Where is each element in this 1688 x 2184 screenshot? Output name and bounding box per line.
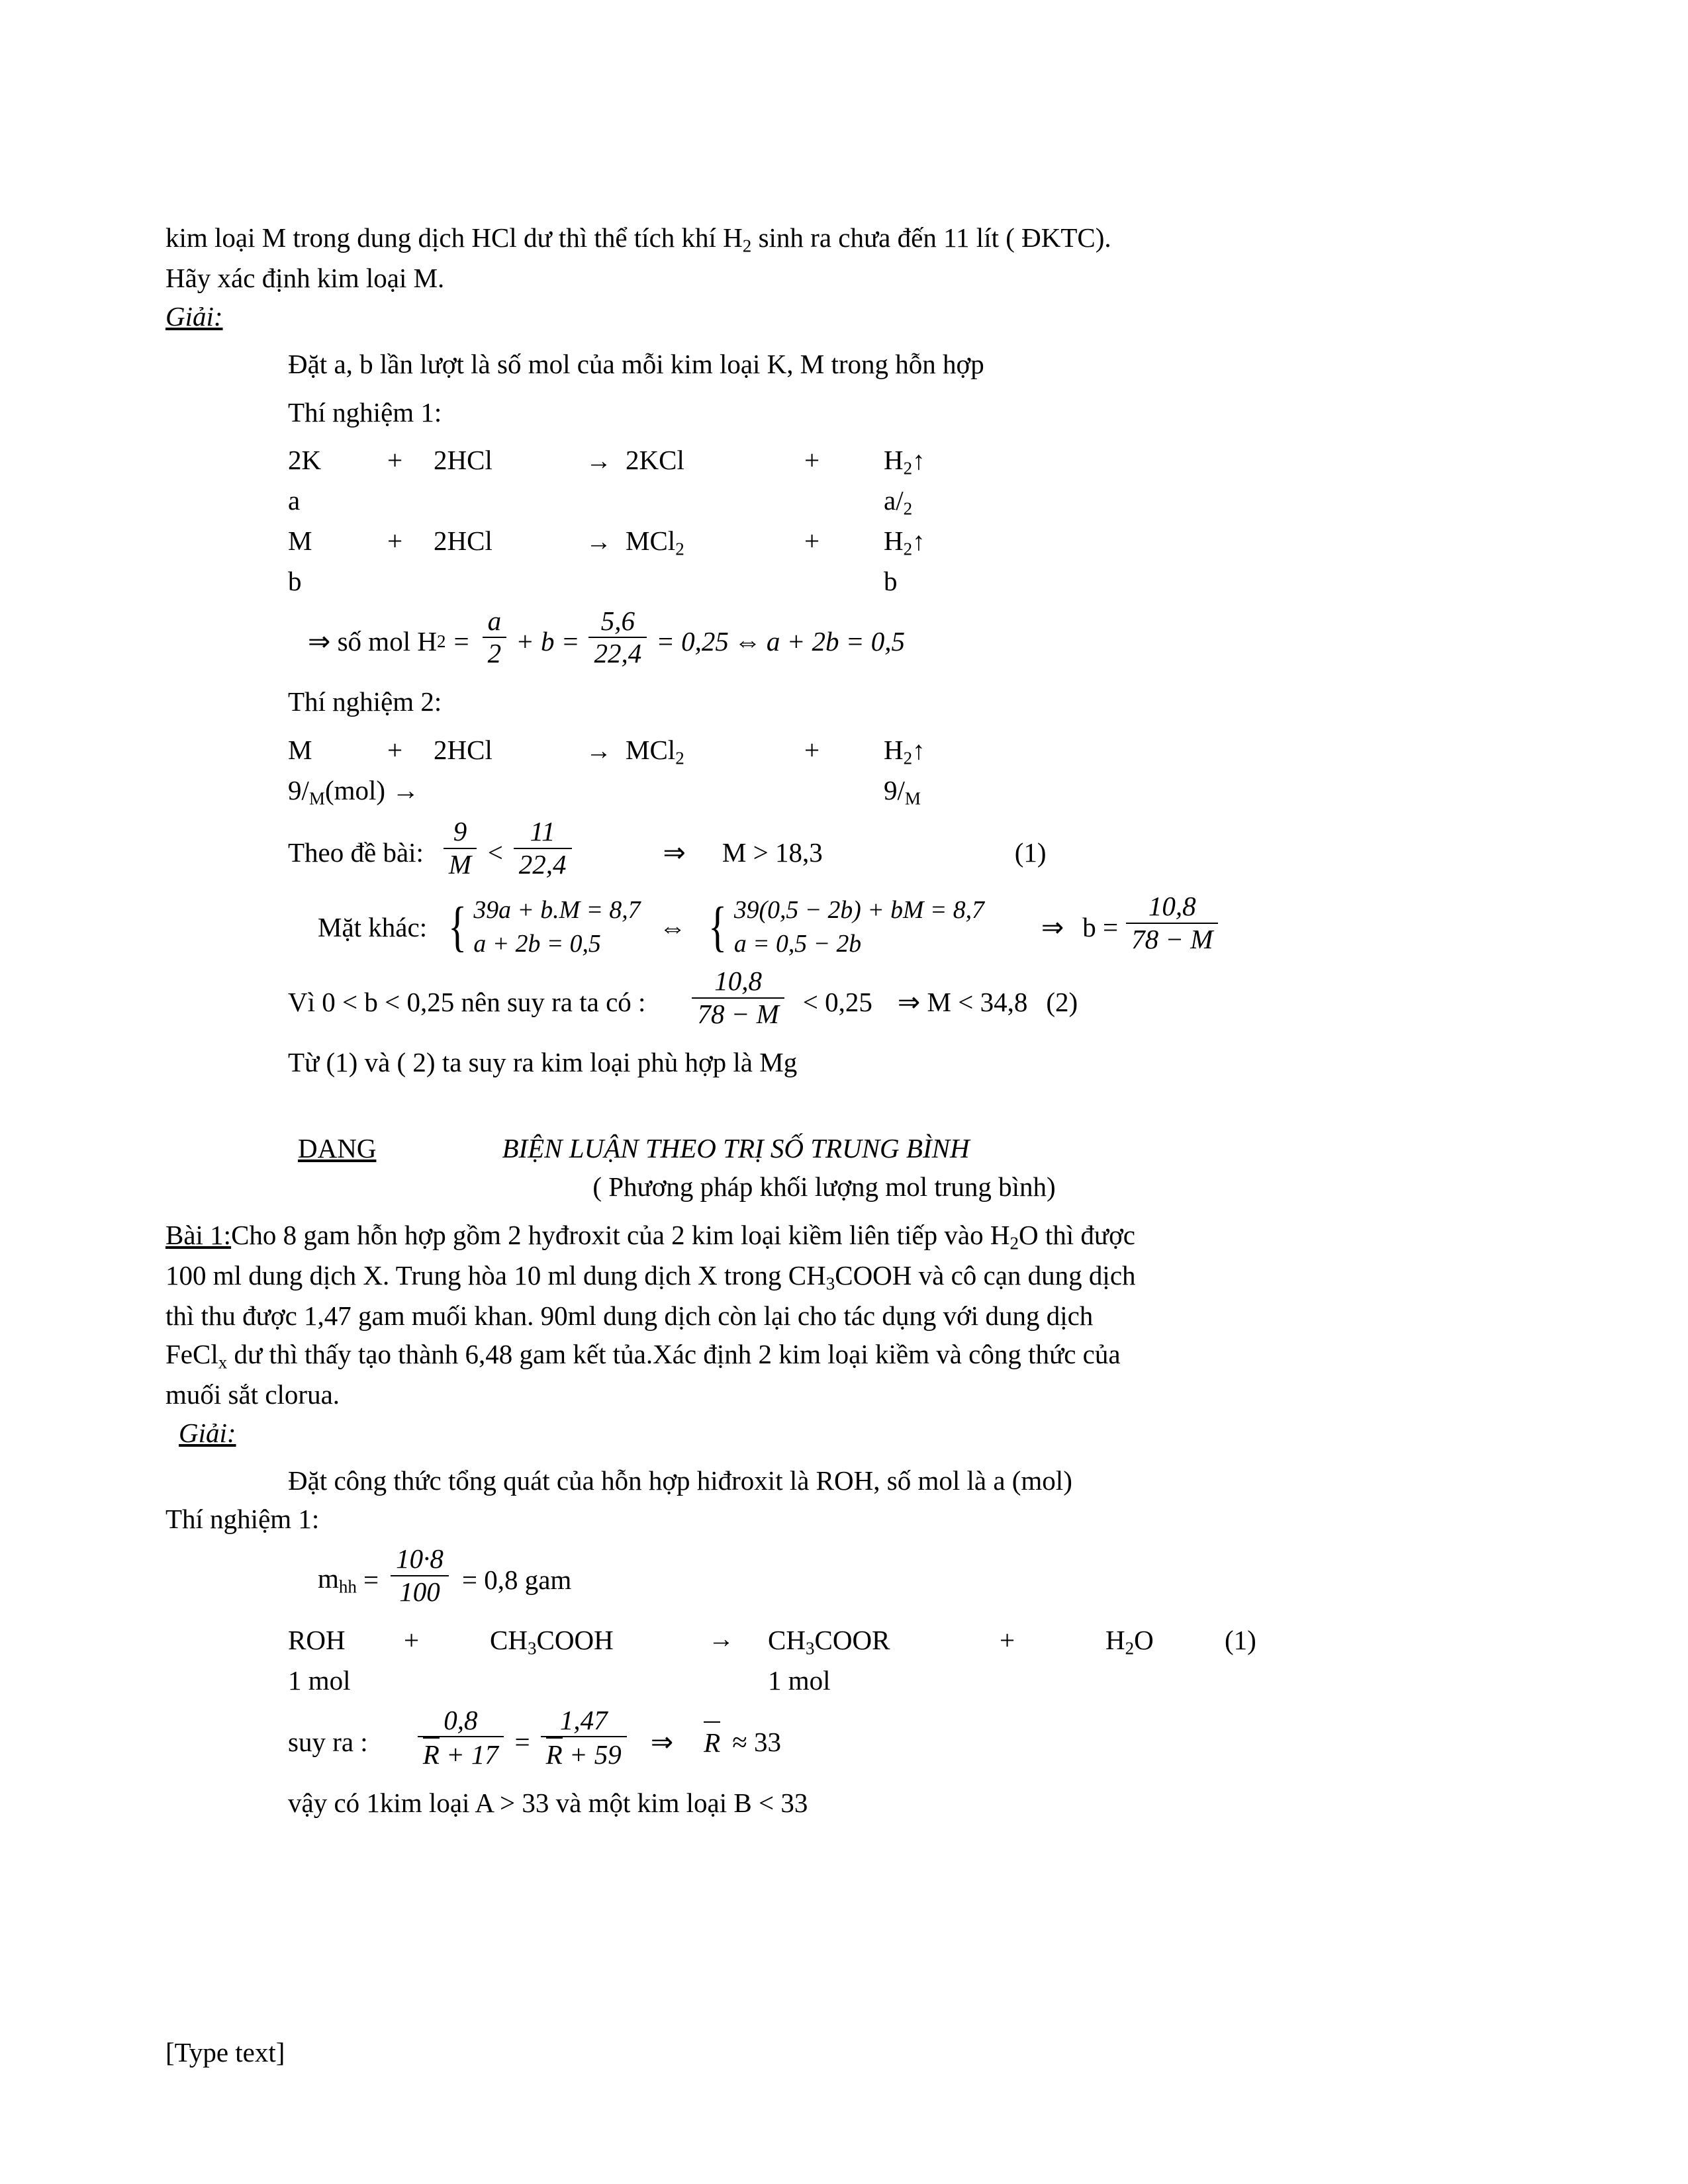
reaction-3-arrow: → <box>586 736 612 765</box>
equation-ref-1: (1) <box>1014 837 1047 868</box>
mhh-label: $m_{hh}$ <box>318 1563 357 1597</box>
reaction-3-reactant1: M <box>288 734 312 765</box>
less-than-symbol: < <box>486 837 504 868</box>
reaction-4 <box>288 1621 1523 1661</box>
mol-h2-equation: ⇒ số mol H 2 = $\frac{a}{2}$ + b = $\frac{5,6}{22,4}$ = 0,25 ⇔ a + 2b = 0,5 <box>308 605 905 669</box>
vi-line-conclusion: ⇒ M < 34,8 <box>897 986 1028 1017</box>
iff-symbol: ⇔ <box>659 911 686 942</box>
intro-line-2: Hãy xác định kim loại M. <box>165 262 445 293</box>
theo-de-bai-conclusion: M > 18,3 <box>722 837 823 868</box>
fraction-11-over-224: $\frac{11}{22,4}$ <box>514 816 572 880</box>
exp1-label: Thí nghiệm 1: <box>288 396 442 428</box>
fraction-147-over-R-plus-59: $\frac{1,47}{R + 59}$ <box>541 1705 627 1770</box>
fraction-10x8-over-100: $\frac{10\cdot 8}{100}$ <box>391 1543 449 1607</box>
reaction-3-reactant2: 2HCl <box>434 734 492 765</box>
system-equations-1 <box>444 893 640 961</box>
mhh-equals: = <box>363 1564 379 1595</box>
mol-h2-value: = 0,25 <box>656 626 729 657</box>
equation-ref-3: (1) <box>1225 1624 1256 1655</box>
intro-line-1 <box>165 218 1523 259</box>
suy-ra-equals: = <box>512 1726 532 1757</box>
reaction-2-amounts <box>288 562 1523 600</box>
mol-h2-prefix: ⇒ số mol H <box>308 626 437 657</box>
section-dang-label: DANG <box>298 1133 377 1164</box>
reaction-2-plus2: + <box>804 525 820 556</box>
problem1-line-4: FeCl$_x$ dư thì thấy tạo thành 6,48 gam kết tủa.Xác định 2 kim loại kiềm và công thức của <box>165 1338 1121 1373</box>
fraction-56-over-224: $\frac{5,6}{22,4}$ <box>588 606 647 669</box>
reaction-1-product2: $H_2↑$ <box>884 444 925 478</box>
reaction-2-reactant1: M <box>288 525 312 556</box>
fraction-a-over-2: $\frac{a}{2}$ <box>483 606 507 669</box>
implies-symbol: ⇒ <box>1041 911 1064 942</box>
section-subtitle: ( Phương pháp khối lượng mol trung bình) <box>592 1171 1056 1203</box>
reaction-3-product2: $H_2↑$ <box>884 734 925 768</box>
problem1-line-2: 100 ml dung dịch X. Trung hòa 10 ml dung dịch X trong $CH_3COOH$ và cô cạn dung dịch <box>165 1259 1136 1294</box>
reaction-2-amount-b: b <box>288 565 302 596</box>
giai-label-1: Giải: <box>165 301 223 332</box>
reaction-1-plus2: + <box>804 444 820 475</box>
mhh-result: = 0,8 gam <box>461 1564 572 1595</box>
suy-ra-line <box>288 1704 1523 1774</box>
exp2-label: Thí nghiệm 2: <box>288 686 442 717</box>
problem1-line-5: muối sắt clorua. <box>165 1379 340 1410</box>
mat-khac-line <box>318 893 1523 961</box>
vay-line: vậy có 1kim loại A > 33 và một kim loại B < 33 <box>288 1788 808 1819</box>
solution2-setup: Đặt công thức tổng quát của hỗn hợp hiđroxit là ROH, số mol là a (mol) <box>288 1465 1072 1496</box>
gas-up-arrow-icon: ↑ <box>912 446 925 475</box>
vi-line-prefix: Vì 0 < b < 0,25 nên suy ra ta có : <box>288 986 646 1017</box>
reaction-2-product2: $H_2↑$ <box>884 525 925 559</box>
reaction-4-product2: $H_2O$ <box>1105 1624 1154 1659</box>
document-body <box>165 218 1523 1823</box>
reaction-1-reactant2: 2HCl <box>434 444 492 475</box>
system1-row2: a + 2b = 0,5 <box>473 929 601 958</box>
reaction-2-amount-h2: b <box>884 565 898 596</box>
reaction-1-amount-h2: $a/_2$ <box>884 484 913 519</box>
implies-symbol: ⇒ <box>663 837 686 868</box>
equation-ref-2: (2) <box>1046 986 1078 1017</box>
iff-symbol: ⇔ <box>733 626 761 657</box>
reaction-4-plus1: + <box>404 1624 420 1655</box>
reaction-3-product1: MCl$_2$ <box>626 734 684 768</box>
system1-row1: 39a + b.M = 8,7 <box>473 895 641 924</box>
reaction-4-product1: $CH_3COOR$ <box>768 1624 890 1659</box>
tu-line: Từ (1) và ( 2) ta suy ra kim loại phù hợp là Mg <box>288 1046 798 1077</box>
reaction-2-plus1: + <box>387 525 403 556</box>
reaction-2-product1: MCl$_2$ <box>626 525 684 559</box>
reaction-4-amount-right: 1 mol <box>768 1664 831 1696</box>
problem1-label: Bài 1: <box>165 1219 232 1250</box>
implies-symbol: ⇒ <box>650 1726 674 1757</box>
mat-khac-label: Mặt khác: <box>318 911 428 942</box>
mhh-equation <box>318 1543 1523 1612</box>
brace-icon: { <box>708 896 727 958</box>
page-footer: [Type text] <box>165 2037 285 2068</box>
reaction-1-reactant1: 2K <box>288 444 322 475</box>
reaction-2-reactant2: 2HCl <box>434 525 492 556</box>
reaction-1-amounts <box>288 481 1523 522</box>
r-bar-result: R <box>704 1721 720 1762</box>
reaction-1-product1: 2KCl <box>626 444 684 475</box>
solution2-exp1-label: Thí nghiệm 1: <box>165 1504 320 1535</box>
reaction-1-plus1: + <box>387 444 403 475</box>
intro-line-1-sub: 2 <box>742 236 752 256</box>
section-heading <box>165 1129 1523 1167</box>
reaction-1-arrow: → <box>586 446 612 475</box>
reaction-1 <box>288 441 1523 481</box>
reaction-1-amount-a: a <box>288 484 301 516</box>
theo-de-bai-line <box>288 816 1523 884</box>
reaction-3-plus1: + <box>387 734 403 765</box>
giai-label-2: Giải: <box>179 1417 236 1448</box>
r-bar-1: R <box>423 1737 440 1770</box>
b-equals-label: b = <box>1082 911 1119 942</box>
gas-up-arrow-icon: ↑ <box>912 527 925 556</box>
mol-h2-result: a + 2b = 0,5 <box>766 626 905 657</box>
problem1-line-1: Bài 1:Cho 8 gam hỗn hợp gồm 2 hyđroxit của 2 kim loại kiềm liên tiếp vào $H_2O$ thì được <box>165 1219 1135 1253</box>
intro-line-1-tail: sinh ra chưa đến 11 lít ( ĐKTC). <box>751 222 1111 253</box>
reaction-4-reactant2: $CH_3COOH$ <box>490 1624 614 1659</box>
r-bar-value: ≈ 33 <box>732 1726 781 1757</box>
reaction-3 <box>288 731 1523 771</box>
reaction-4-amounts <box>288 1661 1523 1700</box>
reaction-2 <box>288 522 1523 562</box>
vi-line-inequality: < 0,25 <box>802 986 872 1017</box>
reaction-4-amount-left: 1 mol <box>288 1664 351 1696</box>
system-equations-2 <box>704 893 984 961</box>
mol-h2-plus-b: + b = <box>516 626 580 657</box>
fraction-108-over-78-minus-M: $\frac{10,8}{78 - M}$ <box>1126 891 1218 954</box>
reaction-3-amounts <box>288 771 1523 811</box>
reaction-4-reactant1: ROH <box>288 1624 346 1655</box>
system2-row2: a = 0,5 − 2b <box>733 929 862 958</box>
system2-row1: 39(0,5 − 2b) + bM = 8,7 <box>733 895 984 924</box>
solution1-setup: Đặt a, b lần lượt là số mol của mỗi kim loại K, M trong hỗn hợp <box>288 349 984 380</box>
reaction-3-plus2: + <box>804 734 820 765</box>
reaction-2-arrow: → <box>586 527 612 556</box>
vi-line <box>288 966 1523 1034</box>
intro-line-1-text: kim loại M trong dung dịch HCl dư thì thể tích khí H <box>165 222 743 253</box>
reaction-3-amount-right: $9/_M$ <box>884 774 921 809</box>
r-bar-2: R <box>546 1737 563 1770</box>
reaction-4-plus2: + <box>1000 1624 1015 1655</box>
suy-ra-label: suy ra : <box>288 1726 368 1757</box>
problem1-line-3: thì thu được 1,47 gam muối khan. 90ml dung dịch còn lại cho tác dụng với dung dịch <box>165 1300 1094 1331</box>
brace-icon: { <box>448 896 467 958</box>
reaction-3-amount-left: $9/_M(mol)$ → <box>288 774 420 809</box>
gas-up-arrow-icon: ↑ <box>912 736 925 765</box>
fraction-9-over-M: $\frac{9}{M}$ <box>444 816 477 880</box>
theo-de-bai-label: Theo đề bài: <box>288 837 424 868</box>
problem1-text-a: Cho 8 gam hỗn hợp gồm 2 hyđroxit của 2 kim loại kiềm liên tiếp vào H <box>231 1219 1010 1250</box>
fraction-08-over-R-plus-17: $\frac{0,8}{R + 17}$ <box>418 1705 504 1770</box>
section-title: BIỆN LUẬN THEO TRỊ SỐ TRUNG BÌNH <box>502 1133 970 1164</box>
mol-h2-equals: = <box>453 626 469 657</box>
fraction-108-over-78-minus-M-2: $\frac{10,8}{78 - M}$ <box>692 966 784 1029</box>
reaction-4-arrow: → <box>708 1624 734 1653</box>
